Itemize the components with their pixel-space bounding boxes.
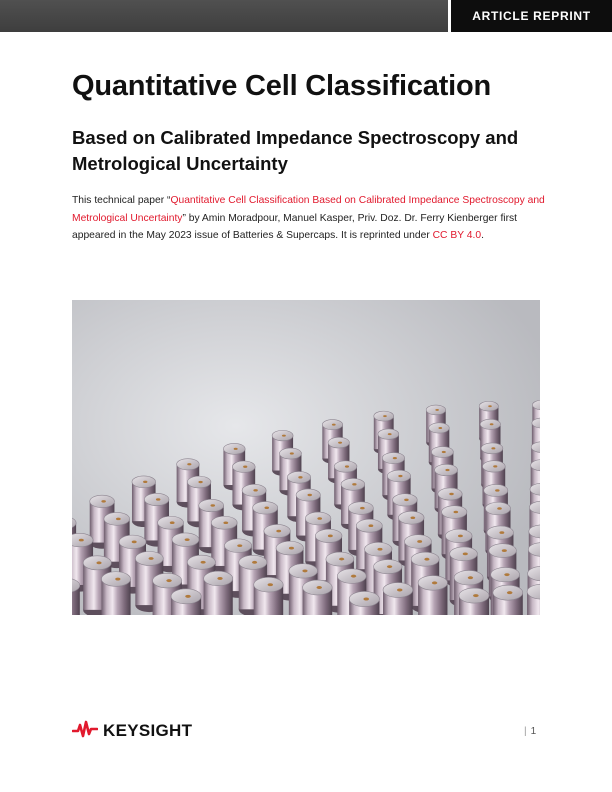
- paper-title-link[interactable]: Quantitative Cell Classification Based on Calibrated Impedance Spectroscopy and Metrological Uncertainty: [72, 195, 545, 224]
- battery-cell: [171, 589, 201, 615]
- page-subtitle: Based on Calibrated Impedance Spectroscopy and Metrological Uncertainty: [72, 127, 519, 174]
- page-number: [524, 726, 536, 737]
- battery-cell: [204, 571, 233, 615]
- intro-text-middle: ” by Amin Moradpour, Manuel Kasper, Priv. Doz. Dr. Ferry Kienberger first appeared in the May 2023 issue of Batteries & Supercaps. It is reprinted under: [72, 212, 518, 241]
- battery-cell: [349, 591, 379, 615]
- battery-cell: [72, 578, 80, 615]
- keysight-wave-logo-icon: [72, 720, 98, 743]
- battery-cell: [493, 585, 523, 615]
- battery-cells-illustration: [72, 300, 540, 615]
- keysight-logo: [72, 720, 192, 742]
- battery-cell: [101, 572, 130, 615]
- intro-text-start: This technical paper “: [72, 195, 171, 206]
- battery-cell: [254, 577, 283, 615]
- page-title: Quantitative Cell Classification: [72, 70, 492, 102]
- page-separator: |: [524, 726, 527, 737]
- header-bar: [0, 0, 448, 32]
- battery-cell: [459, 588, 489, 615]
- battery-cell: [303, 580, 333, 615]
- battery-cell: [383, 583, 413, 615]
- battery-cell: [418, 576, 447, 615]
- battery-cells-image: [72, 300, 540, 615]
- keysight-wordmark: KEYSIGHT: [103, 721, 193, 740]
- intro-text-end: .: [481, 230, 484, 241]
- page-number-value: 1: [530, 726, 537, 737]
- article-reprint-tag: ARTICLE REPRINT: [451, 0, 612, 32]
- intro-paragraph: [72, 192, 547, 245]
- battery-cell: [527, 584, 540, 615]
- license-link[interactable]: CC BY 4.0: [432, 230, 482, 241]
